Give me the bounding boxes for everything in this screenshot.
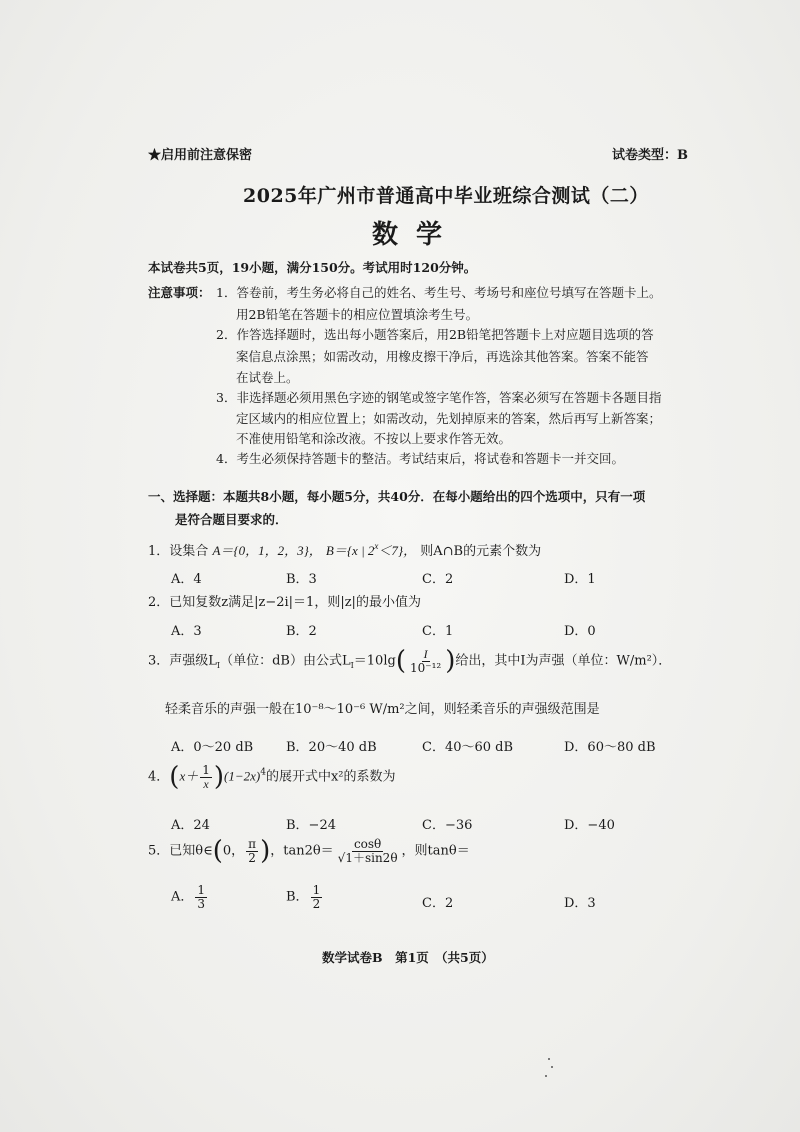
note-line: 3．非选择题必须用黑色字迹的钢笔或签字笔作答，答案必须写在答题卡各题目指 — [216, 390, 662, 405]
note-line: 定区域内的相应位置上；如需改动，先划掉原来的答案，然后再写上新答案； — [236, 411, 662, 426]
option-c: C．−36 — [422, 818, 473, 833]
subject-title: 数学 — [372, 220, 461, 250]
question-text: 则A∩B的元素个数为 — [420, 544, 542, 559]
question-number: 5． — [148, 843, 170, 859]
question-4: 4．(x＋ $\frac{1}{x}$ )$(1-2x)^4$的展开式中x²的系数为 — [148, 762, 396, 793]
option-a: A．4 — [171, 572, 202, 587]
option-c: C．2 — [422, 572, 454, 587]
question-1 — [148, 540, 541, 559]
option-c: C．1 — [422, 624, 454, 639]
set-b: B＝{x | $2^x<7$}， — [325, 541, 417, 558]
option-a: A．24 — [171, 818, 210, 833]
section-heading-cont: 是符合题目要求的． — [175, 512, 288, 527]
fraction: $\frac{I}{\text{10⁻¹²}}$ — [409, 647, 442, 675]
option-a: A．3 — [171, 624, 202, 639]
question-text: 设集合 — [169, 544, 209, 559]
question-5: 5．已知θ∈(0， $\frac{\pi}{2}$ )，tan2θ＝ $\frac{\cos\theta}{√1+\sin 2\theta}$ ，则tanθ＝ — [148, 836, 470, 867]
question-3: 3．声强级$L_I$（单位：dB）由公式$L_I=10\lg$( $\frac{I}{\text{10⁻¹²}}$ )给出，其中I为声强（单位：W/m²）． — [148, 646, 672, 677]
question-2 — [148, 591, 421, 610]
note-line: 不准使用铅笔和涂改液。不按以上要求作答无效。 — [236, 431, 512, 446]
option-d: D．0 — [564, 624, 596, 639]
exam-intro: 本试卷共5页，19小题，满分150分。考试用时120分钟。 — [148, 260, 477, 275]
scan-speck — [551, 1066, 553, 1068]
set-a: A＝{0，1，2，3}， — [212, 543, 322, 558]
option-b: B．2 — [286, 624, 317, 639]
option-b: B．20～40 dB — [286, 740, 377, 755]
question-number: 4． — [148, 769, 170, 785]
note-line: 4．考生必须保持答题卡的整洁。考试结束后，将试卷和答题卡一并交回。 — [216, 451, 624, 466]
paper-type-label: 试卷类型：B — [612, 148, 688, 163]
note-line: 案信息点涂黑；如需改动，用橡皮擦干净后，再选涂其他答案。答案不能答 — [236, 349, 649, 364]
question-3-line2: 轻柔音乐的声强一般在10⁻⁸～10⁻⁶ W/m²之间，则轻柔音乐的声强级范围是 — [165, 702, 600, 717]
option-c: C．40～60 dB — [422, 740, 514, 755]
section-heading: 一、选择题：本题共8小题，每小题5分，共40分．在每小题给出的四个选项中，只有一项 — [148, 489, 646, 504]
scan-speck — [545, 1075, 547, 1077]
notes-label: 注意事项： — [148, 285, 211, 300]
question-number: 2． — [148, 595, 170, 610]
option-d: D．3 — [564, 896, 596, 911]
question-text: 已知复数z满足|z−2i|＝1，则|z|的最小值为 — [169, 595, 421, 610]
note-line: 1．答卷前，考生务必将自己的姓名、考生号、考场号和座位号填写在答题卡上。 — [216, 285, 662, 300]
note-line: 用2B铅笔在答题卡的相应位置填涂考生号。 — [236, 307, 479, 322]
option-a: A．0～20 dB — [171, 740, 254, 755]
option-c: C．2 — [422, 896, 454, 911]
note-line: 在试卷上。 — [236, 370, 299, 385]
exam-title: 2025年广州市普通高中毕业班综合测试（二） — [243, 185, 649, 207]
option-b: B． $\frac{1}{2}$ — [286, 883, 321, 911]
fraction: $\frac{1}{x}$ — [202, 763, 210, 791]
scan-speck — [548, 1058, 550, 1060]
option-d: D．−40 — [564, 818, 615, 833]
option-d: D．1 — [564, 572, 596, 587]
fraction: $\frac{\pi}{2}$ — [248, 837, 257, 865]
confidential-label: ★启用前注意保密 — [148, 148, 253, 163]
question-number: 3． — [148, 653, 170, 669]
note-line: 2．作答选择题时，选出每小题答案后，用2B铅笔把答题卡上对应题目选项的答 — [216, 327, 654, 342]
option-b: B．−24 — [286, 818, 336, 833]
page-footer: 数学试卷B 第1页 （共5页） — [322, 950, 494, 965]
question-number: 1． — [148, 544, 170, 559]
option-d: D．60～80 dB — [564, 740, 656, 755]
fraction: $\frac{\cos\theta}{√1+\sin 2\theta}$ — [337, 837, 398, 865]
option-b: B．3 — [286, 572, 317, 587]
option-a: A． $\frac{1}{3}$ — [171, 883, 206, 911]
